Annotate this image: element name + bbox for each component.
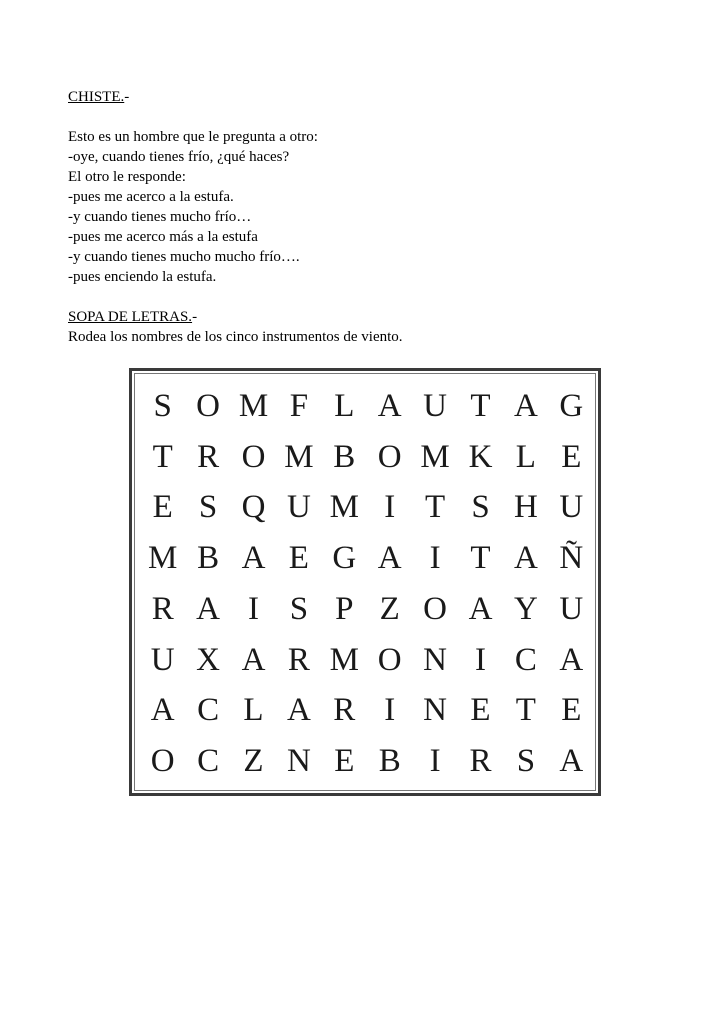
grid-letter[interactable]: B bbox=[378, 743, 401, 780]
grid-letter[interactable]: R bbox=[287, 641, 310, 678]
grid-letter[interactable]: H bbox=[513, 489, 538, 526]
grid-letter[interactable]: Z bbox=[379, 590, 400, 627]
grid-letter[interactable]: U bbox=[286, 489, 311, 526]
grid-letter[interactable]: P bbox=[335, 590, 354, 627]
joke-line: -pues me acerco a la estufa. bbox=[68, 189, 234, 205]
joke-line: -pues enciendo la estufa. bbox=[68, 269, 217, 285]
grid-letter[interactable]: A bbox=[241, 540, 266, 577]
grid-letter[interactable]: N bbox=[423, 641, 448, 678]
grid-letter[interactable]: U bbox=[423, 387, 448, 424]
grid-letter[interactable]: O bbox=[423, 590, 448, 627]
grid-letter[interactable]: M bbox=[284, 438, 314, 475]
grid-letter[interactable]: A bbox=[559, 743, 584, 780]
grid-letter[interactable]: M bbox=[420, 438, 450, 475]
grid-letter[interactable]: S bbox=[153, 387, 172, 424]
joke-line: -pues me acerco más a la estufa bbox=[68, 229, 258, 245]
grid-letter[interactable]: R bbox=[151, 590, 174, 627]
chiste-title-suffix: - bbox=[124, 89, 130, 105]
grid-letter[interactable]: A bbox=[196, 590, 221, 627]
grid-letter[interactable]: N bbox=[423, 692, 448, 729]
grid-letter[interactable]: S bbox=[198, 489, 218, 526]
grid-letter[interactable]: O bbox=[377, 641, 402, 678]
grid-letter[interactable]: U bbox=[559, 590, 584, 627]
grid-letter[interactable]: A bbox=[377, 540, 402, 577]
chiste-heading bbox=[68, 87, 129, 107]
joke-line: El otro le responde: bbox=[68, 169, 186, 185]
grid-letter[interactable]: C bbox=[197, 692, 220, 729]
grid-letter[interactable]: C bbox=[197, 743, 220, 780]
word-search-puzzle bbox=[129, 368, 601, 796]
grid-letter[interactable]: K bbox=[468, 438, 493, 475]
sopa-title: SOPA DE LETRAS. bbox=[68, 309, 193, 325]
grid-letter[interactable]: A bbox=[241, 641, 266, 678]
grid-letter[interactable]: B bbox=[197, 540, 220, 577]
grid-letter[interactable]: E bbox=[561, 692, 582, 729]
joke-line: -y cuando tienes mucho mucho frío…. bbox=[68, 249, 300, 265]
grid-letter[interactable]: O bbox=[241, 438, 266, 475]
grid-letter[interactable]: T bbox=[515, 692, 536, 729]
grid-letter[interactable]: A bbox=[513, 540, 538, 577]
grid-letter[interactable]: Ñ bbox=[559, 540, 584, 577]
grid-letter[interactable]: B bbox=[333, 438, 356, 475]
sopa-title-suffix: - bbox=[192, 309, 198, 325]
grid-letter[interactable]: L bbox=[243, 692, 264, 729]
grid-letter[interactable]: U bbox=[559, 489, 584, 526]
grid-letter[interactable]: R bbox=[197, 438, 220, 475]
joke-text bbox=[68, 127, 318, 287]
grid-letter[interactable]: F bbox=[289, 387, 309, 424]
sopa-section bbox=[68, 307, 403, 347]
grid-letter[interactable]: X bbox=[196, 641, 221, 678]
grid-letter[interactable]: N bbox=[286, 743, 311, 780]
joke-line: Esto es un hombre que le pregunta a otro: bbox=[68, 129, 318, 145]
grid-letter[interactable]: I bbox=[474, 641, 486, 678]
grid-letter[interactable]: S bbox=[516, 743, 536, 780]
grid-letter[interactable]: M bbox=[148, 540, 178, 577]
grid-letter[interactable]: A bbox=[377, 387, 402, 424]
grid-letter[interactable]: I bbox=[247, 590, 259, 627]
grid-letter[interactable]: E bbox=[561, 438, 582, 475]
grid-letter[interactable]: E bbox=[470, 692, 491, 729]
grid-letter[interactable]: I bbox=[429, 743, 441, 780]
grid-letter[interactable]: A bbox=[559, 641, 584, 678]
grid-letter[interactable]: S bbox=[289, 590, 309, 627]
grid-letter[interactable]: G bbox=[559, 387, 584, 424]
chiste-title: CHISTE. bbox=[68, 89, 125, 105]
grid-letter[interactable]: R bbox=[469, 743, 492, 780]
grid-letter[interactable]: O bbox=[150, 743, 175, 780]
joke-line: -y cuando tienes mucho frío… bbox=[68, 209, 252, 225]
grid-letter[interactable]: U bbox=[150, 641, 175, 678]
grid-letter[interactable]: O bbox=[377, 438, 402, 475]
joke-line: -oye, cuando tienes frío, ¿qué haces? bbox=[68, 149, 290, 165]
grid-letter[interactable]: C bbox=[514, 641, 537, 678]
grid-letter[interactable]: A bbox=[513, 387, 538, 424]
grid-letter[interactable]: T bbox=[152, 438, 173, 475]
grid-letter[interactable]: R bbox=[333, 692, 356, 729]
letter-grid bbox=[140, 381, 594, 787]
grid-letter[interactable]: I bbox=[384, 489, 396, 526]
grid-letter[interactable]: A bbox=[468, 590, 493, 627]
grid-letter[interactable]: I bbox=[384, 692, 396, 729]
grid-letter[interactable]: E bbox=[288, 540, 309, 577]
grid-letter[interactable]: E bbox=[334, 743, 355, 780]
grid-letter[interactable]: A bbox=[150, 692, 175, 729]
sopa-instruction: Rodea los nombres de los cinco instrumentos de viento. bbox=[68, 329, 403, 345]
grid-letter[interactable]: Q bbox=[241, 489, 266, 526]
grid-letter[interactable]: L bbox=[334, 387, 355, 424]
grid-letter[interactable]: M bbox=[238, 387, 269, 424]
grid-letter[interactable]: A bbox=[286, 692, 311, 729]
grid-letter[interactable]: T bbox=[470, 387, 491, 424]
grid-letter[interactable]: Y bbox=[513, 590, 538, 627]
grid-letter[interactable]: S bbox=[471, 489, 490, 526]
grid-letter[interactable]: G bbox=[332, 540, 357, 577]
grid-letter[interactable]: L bbox=[515, 438, 536, 475]
grid-letter[interactable]: T bbox=[425, 489, 446, 526]
grid-letter[interactable]: Z bbox=[243, 743, 264, 780]
grid-letter[interactable]: M bbox=[329, 489, 359, 526]
grid-letter[interactable]: E bbox=[152, 489, 173, 526]
grid-letter[interactable]: I bbox=[429, 540, 441, 577]
grid-letter[interactable]: O bbox=[196, 387, 221, 424]
grid-letter[interactable]: T bbox=[470, 540, 491, 577]
grid-letter[interactable]: M bbox=[329, 641, 359, 678]
